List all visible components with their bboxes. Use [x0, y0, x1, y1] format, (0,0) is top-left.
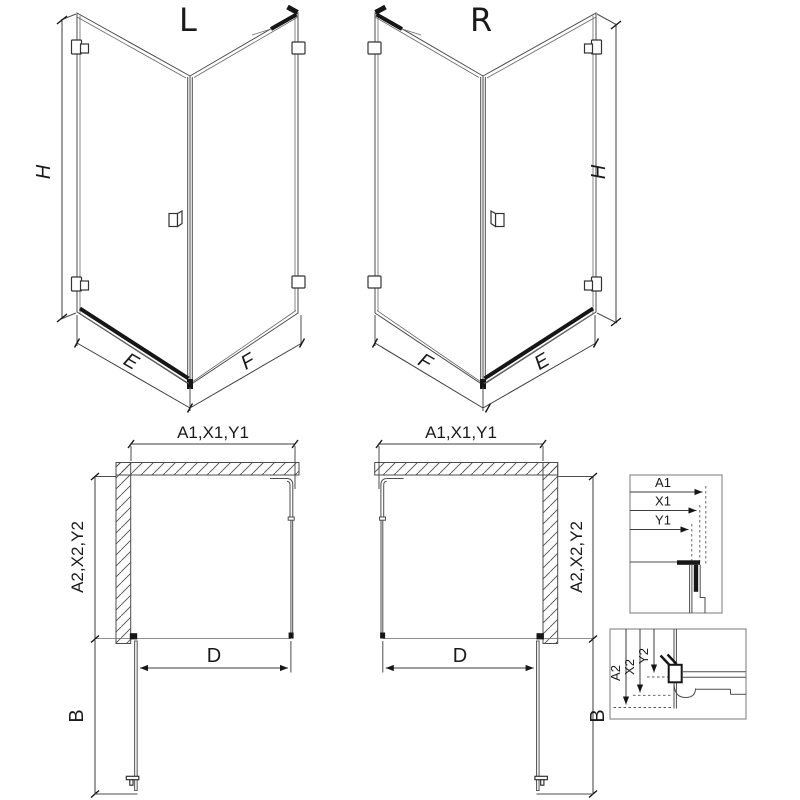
detail-x2-label: X2 — [622, 659, 637, 675]
iso-right-drawing — [368, 1, 621, 413]
glass-bottom-section — [661, 629, 682, 709]
dim-side-depth — [558, 473, 597, 643]
swing-dim-label: B — [66, 709, 88, 723]
plan-top-dim-label: A1,X1,Y1 — [177, 423, 249, 442]
fixed-glass-plan — [380, 520, 385, 638]
wall-profile-bracket — [270, 479, 294, 521]
dim-opening — [140, 641, 291, 673]
dim-door-swing — [66, 640, 138, 798]
detail-depth-box — [608, 629, 746, 719]
plan-top-dim-label: A1,X1,Y1 — [425, 423, 497, 442]
opening-dim-label: D — [206, 645, 222, 667]
variant-right-label: R — [470, 1, 493, 39]
panel-width-label: F — [414, 349, 436, 375]
height-label: H — [33, 164, 55, 180]
dim-door-swing — [537, 640, 610, 798]
door-panel-left — [77, 13, 190, 385]
detail-y1-label: Y1 — [655, 512, 671, 528]
detail-a2-label: A2 — [608, 665, 623, 681]
detail-y2-label: Y2 — [636, 648, 651, 664]
plan-left-drawing — [66, 423, 299, 798]
side-panel-left — [190, 13, 298, 385]
open-door-plan — [535, 633, 548, 790]
panel-width-label: F — [237, 349, 259, 375]
opening-dim-label: D — [452, 645, 468, 667]
height-label: H — [588, 164, 610, 180]
glass-clamp-icon — [669, 665, 682, 683]
detail-width-box — [630, 475, 722, 613]
wall-profile-bracket — [380, 479, 404, 521]
wall-profile-section — [630, 560, 705, 613]
detail-x1-label: X1 — [655, 493, 671, 509]
tray-edge-section — [674, 672, 746, 698]
detail-a1-label: A1 — [655, 475, 671, 490]
variant-left-label: L — [179, 1, 197, 39]
door-handle-icon — [491, 211, 504, 227]
dim-top-width — [376, 423, 546, 489]
hinge-pivot-mark — [130, 633, 137, 639]
dim-opening — [383, 641, 534, 673]
plan-side-dim-label: A2,X2,Y2 — [68, 521, 87, 593]
iso-left-drawing — [33, 1, 305, 413]
hinge-pivot-mark — [537, 633, 544, 639]
wall-hatch — [375, 463, 558, 644]
fixed-glass-plan — [289, 520, 294, 638]
door-handle-icon — [169, 211, 182, 227]
dim-side-depth — [68, 473, 116, 643]
side-panel-right — [375, 13, 483, 385]
open-door-plan — [126, 633, 139, 790]
door-width-label: E — [530, 348, 554, 375]
swing-dim-label: B — [587, 709, 609, 723]
wall-hatch — [116, 463, 299, 644]
plan-side-dim-label: A2,X2,Y2 — [567, 521, 586, 593]
door-panel-right — [483, 13, 596, 385]
dim-height-left — [33, 14, 76, 322]
plan-right-drawing — [375, 423, 609, 798]
dim-top-width — [128, 423, 298, 489]
door-width-label: E — [119, 348, 143, 375]
